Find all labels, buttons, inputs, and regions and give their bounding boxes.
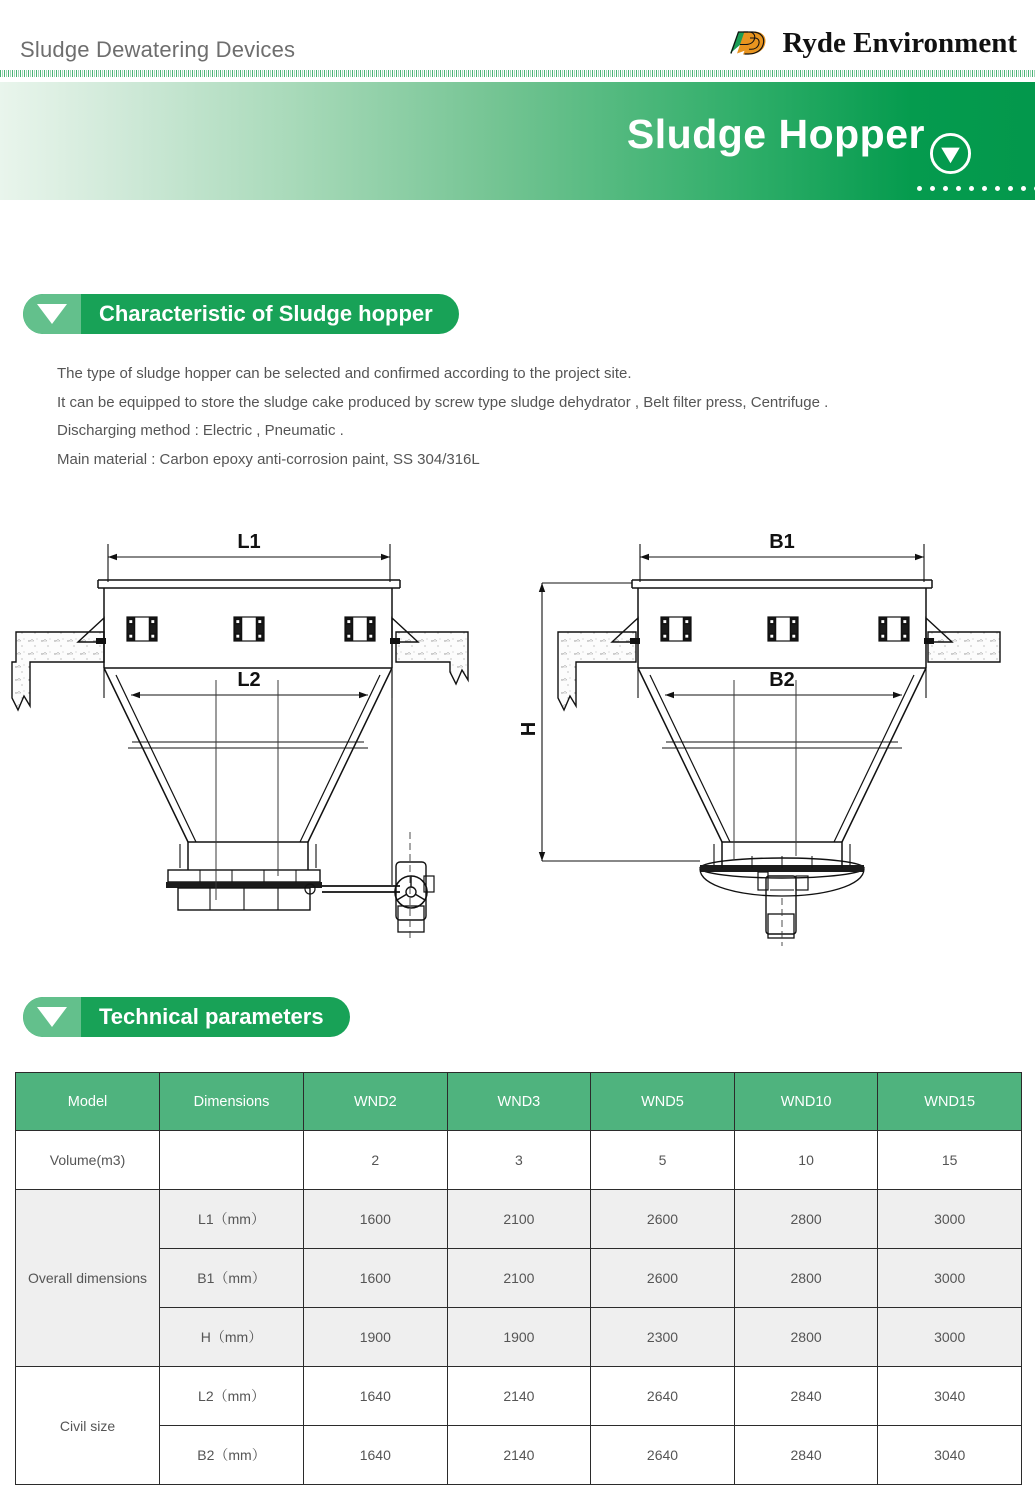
characteristic-text-block xyxy=(57,360,997,474)
column-header-wnd5: WND5 xyxy=(591,1073,735,1131)
concrete-foundation-left xyxy=(558,632,636,710)
rd-monogram-logo-icon xyxy=(728,28,774,58)
wall-fixture xyxy=(768,617,798,641)
table-header-row xyxy=(16,1073,1022,1131)
down-triangle-icon xyxy=(23,294,81,334)
brand-lockup xyxy=(728,28,1018,58)
characteristic-line: Discharging method : Electric , Pneumatic . xyxy=(57,422,344,439)
table-row xyxy=(16,1367,1022,1426)
dimension-H xyxy=(539,583,700,861)
characteristic-line: The type of sludge hopper can be selected and confirmed according to the project site. xyxy=(57,365,632,382)
column-header-wnd3: WND3 xyxy=(447,1073,591,1131)
row-dimension: L1（mm） xyxy=(160,1190,304,1249)
cell-value: 2140 xyxy=(447,1426,591,1485)
hopper-cone xyxy=(104,668,392,842)
dimension-label-L1: L1 xyxy=(237,531,261,553)
row-dimension: H（mm） xyxy=(160,1308,304,1367)
cell-value: 2140 xyxy=(447,1367,591,1426)
cell-value: 3000 xyxy=(878,1249,1022,1308)
table-row xyxy=(16,1426,1022,1485)
technical-parameters-table xyxy=(15,1072,1022,1485)
cell-value: 2800 xyxy=(734,1249,878,1308)
header-divider-stripe xyxy=(0,70,1035,77)
table-row xyxy=(16,1190,1022,1249)
cell-value: 2600 xyxy=(591,1190,735,1249)
column-header-wnd2: WND2 xyxy=(304,1073,448,1131)
wall-fixture xyxy=(127,617,157,641)
wall-fixture xyxy=(661,617,691,641)
technical-parameters-table-wrap xyxy=(15,1072,1021,1485)
column-header-wnd15: WND15 xyxy=(878,1073,1022,1131)
cell-value: 15 xyxy=(878,1131,1022,1190)
column-header-wnd10: WND10 xyxy=(734,1073,878,1131)
cell-value: 2800 xyxy=(734,1308,878,1367)
cell-value: 1640 xyxy=(304,1426,448,1485)
row-label-volume: Volume(m3) xyxy=(16,1131,160,1190)
cell-value: 2640 xyxy=(591,1426,735,1485)
down-triangle-icon xyxy=(23,997,81,1037)
page-title: Sludge Dewatering Devices xyxy=(20,37,296,62)
wall-fixture xyxy=(234,617,264,641)
valve-actuator-assembly xyxy=(305,862,434,932)
centre-lines xyxy=(216,670,410,940)
hopper-top-rim xyxy=(98,580,400,588)
section-header-characteristic xyxy=(23,294,459,334)
section-header-label: Technical parameters xyxy=(99,1004,324,1029)
cell-value: 5 xyxy=(591,1131,735,1190)
group-label-civil-size: Civil size xyxy=(16,1367,160,1485)
product-banner xyxy=(0,82,1035,200)
cell-value: 1900 xyxy=(447,1308,591,1367)
hopper-outlet-neck xyxy=(180,842,316,870)
row-dimension: L2（mm） xyxy=(160,1367,304,1426)
column-header-dimensions: Dimensions xyxy=(160,1073,304,1131)
circled-down-triangle-icon xyxy=(929,132,972,175)
cell-value: 1900 xyxy=(304,1308,448,1367)
valve-actuator-assembly xyxy=(758,872,808,938)
characteristic-line: Main material : Carbon epoxy anti-corrosion paint, SS 304/316L xyxy=(57,450,480,468)
cell-value: 3000 xyxy=(878,1190,1022,1249)
top-header-bar xyxy=(0,0,1035,68)
hopper-cone xyxy=(638,668,926,842)
characteristic-line: It can be equipped to store the sludge cake produced by screw type sludge dehydrator , Belt filter press, Centrifuge . xyxy=(57,393,829,411)
hopper-top-rim xyxy=(632,580,932,588)
cell-value: 1640 xyxy=(304,1367,448,1426)
cell-value: 3040 xyxy=(878,1426,1022,1485)
cell-value: 2100 xyxy=(447,1190,591,1249)
wall-fixture xyxy=(879,617,909,641)
cell-value: 3 xyxy=(447,1131,591,1190)
section-header-technical xyxy=(23,997,350,1037)
cell-value: 10 xyxy=(734,1131,878,1190)
wall-fixture xyxy=(345,617,375,641)
cell-value: 3000 xyxy=(878,1308,1022,1367)
front-elevation-drawing xyxy=(12,544,468,940)
brand-name: Ryde Environment xyxy=(782,27,1017,59)
concrete-foundation-left xyxy=(12,632,104,710)
row-dimension: B1（mm） xyxy=(160,1249,304,1308)
cell-value: 1600 xyxy=(304,1190,448,1249)
row-dimension: B2（mm） xyxy=(160,1426,304,1485)
dimension-label-H: H xyxy=(518,721,540,737)
table-row xyxy=(16,1308,1022,1367)
side-elevation-drawing xyxy=(539,544,1000,946)
banner-title: Sludge Hopper xyxy=(626,111,925,157)
centre-lines xyxy=(734,680,796,946)
discharge-slide-gate-valve xyxy=(166,870,322,910)
dimension-label-B1: B1 xyxy=(769,531,795,553)
cell-value: 2840 xyxy=(734,1367,878,1426)
row-dimension xyxy=(160,1131,304,1190)
cell-value: 2640 xyxy=(591,1367,735,1426)
table-row xyxy=(16,1249,1022,1308)
group-label-overall-dimensions: Overall dimensions xyxy=(16,1190,160,1367)
banner-dot-decoration xyxy=(917,186,1035,191)
cell-value: 2800 xyxy=(734,1190,878,1249)
concrete-foundation-right xyxy=(396,632,468,684)
cell-value: 2 xyxy=(304,1131,448,1190)
cell-value: 3040 xyxy=(878,1367,1022,1426)
cell-value: 1600 xyxy=(304,1249,448,1308)
cell-value: 2600 xyxy=(591,1249,735,1308)
dimension-label-B2: B2 xyxy=(769,669,795,691)
cell-value: 2100 xyxy=(447,1249,591,1308)
table-row xyxy=(16,1131,1022,1190)
technical-drawings xyxy=(0,520,1035,970)
column-header-model: Model xyxy=(16,1073,160,1131)
cell-value: 2840 xyxy=(734,1426,878,1485)
concrete-foundation-right xyxy=(928,632,1000,662)
dimension-label-L2: L2 xyxy=(237,669,261,691)
section-header-label: Characteristic of Sludge hopper xyxy=(99,301,433,326)
drawings-canvas xyxy=(0,520,1035,970)
cell-value: 2300 xyxy=(591,1308,735,1367)
